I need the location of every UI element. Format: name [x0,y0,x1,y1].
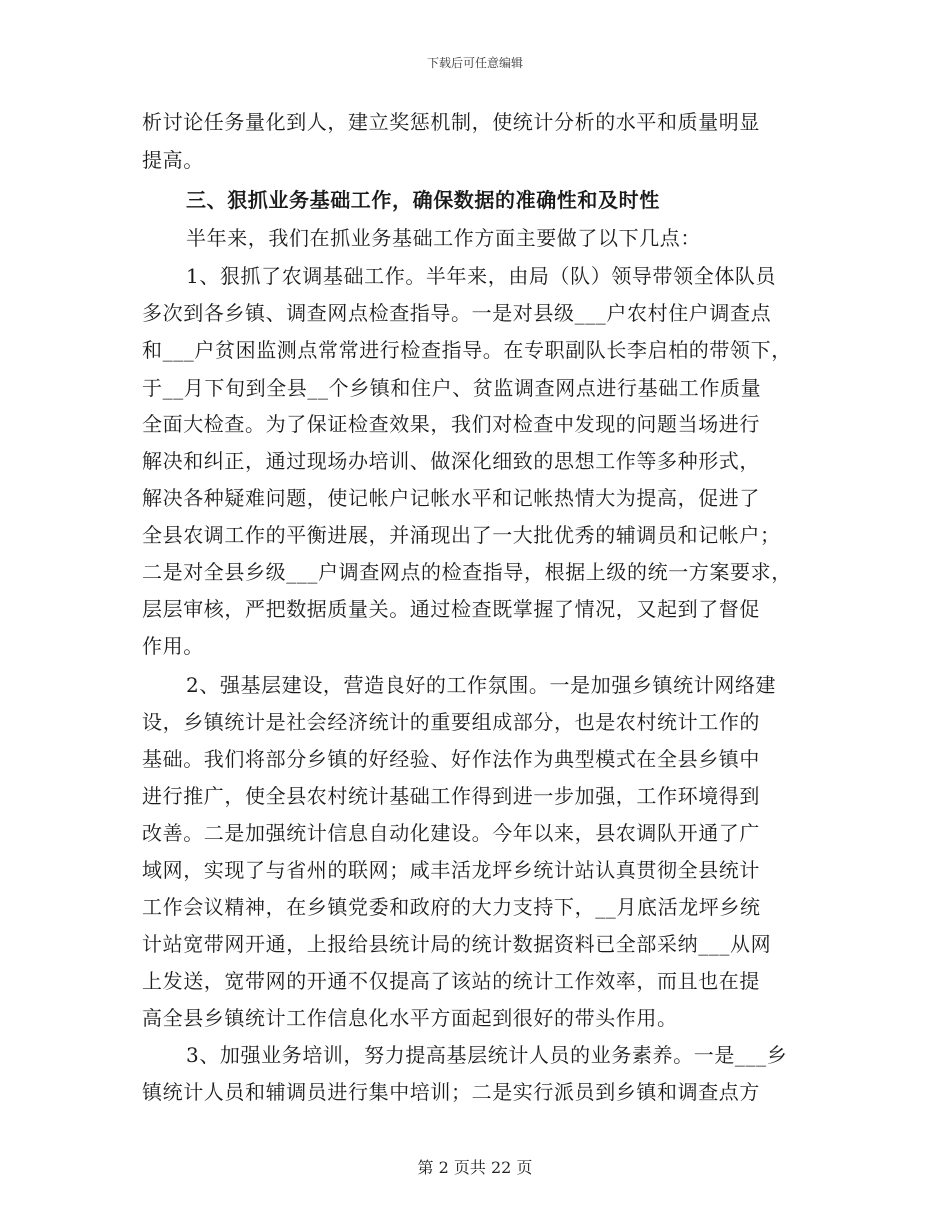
paragraph-line: 设，乡镇统计是社会经济统计的重要组成部分，也是农村统计工作的 [142,710,760,734]
paragraph-line: 解决和纠正，通过现场办培训、做深化细致的思想工作等多种形式， [142,449,760,473]
paragraph-line: 进行推广，使全县农村统计基础工作得到进一步加强，工作环境得到 [142,784,760,808]
paragraph-line: 多次到各乡镇、调查网点检查指导。一是对县级___户农村住户调查点 [142,301,772,325]
paragraph-line: 镇统计人员和辅调员进行集中培训；二是实行派员到乡镇和调查点方 [142,1080,760,1104]
paragraph-line: 半年来，我们在抓业务基础工作方面主要做了以下几点： [186,226,701,250]
paragraph-line: 层层审核，严把数据质量关。通过检查既掌握了情况，又起到了督促 [142,597,760,621]
page-number-footer: 第 2 页共 22 页 [417,1158,533,1177]
page-header-note: 下载后可任意编辑 [426,56,523,70]
paragraph-line: 3、加强业务培训，努力提高基层统计人员的业务素养。一是___乡 [186,1043,788,1067]
section-heading: 三、狠抓业务基础工作，确保数据的准确性和及时性 [186,188,660,212]
paragraph-line: 二是对全县乡级___户调查网点的检查指导，根据上级的统一方案要求， [142,560,792,584]
paragraph-line: 计站宽带网开通，上报给县统计局的统计数据资料已全部采纳___从网 [142,932,772,956]
paragraph-line: 1、狠抓了农调基础工作。半年来，由局（队）领导带领全体队员 [186,264,777,288]
paragraph-line: 作用。 [142,634,204,658]
paragraph-line: 2、强基层建设，营造良好的工作氛围。一是加强乡镇统计网络建 [186,673,777,697]
paragraph-line: 上发送，宽带网的开通不仅提高了该站的统计工作效率，而且也在提 [142,969,760,993]
paragraph-line: 域网，实现了与省州的联网；咸丰活龙坪乡统计站认真贯彻全县统计 [142,858,760,882]
paragraph-line: 析讨论任务量化到人，建立奖惩机制，使统计分析的水平和质量明显 [142,110,760,134]
paragraph-line: 于__月下旬到全县__个乡镇和住户、贫监调查网点进行基础工作质量 [142,376,762,400]
paragraph-line: 全面大检查。为了保证检查效果，我们对检查中发现的问题当场进行 [142,412,760,436]
paragraph-line: 解决各种疑难问题，使记帐户记帐水平和记帐热情大为提高，促进了 [142,486,760,510]
paragraph-line: 高全县乡镇统计工作信息化水平方面起到很好的带头作用。 [142,1006,678,1030]
paragraph-line: 基础。我们将部分乡镇的好经验、好作法作为典型模式在全县乡镇中 [142,747,760,771]
paragraph-line: 提高。 [142,148,204,172]
paragraph-line: 改善。二是加强统计信息自动化建设。今年以来，县农调队开通了广 [142,821,760,845]
paragraph-line: 和___户贫困监测点常常进行检查指导。在专职副队长李启柏的带领下， [142,338,792,362]
paragraph-line: 全县农调工作的平衡进展，并涌现出了一大批优秀的辅调员和记帐户； [142,523,781,547]
paragraph-line: 工作会议精神，在乡镇党委和政府的大力支持下，__月底活龙坪乡统 [142,895,761,919]
